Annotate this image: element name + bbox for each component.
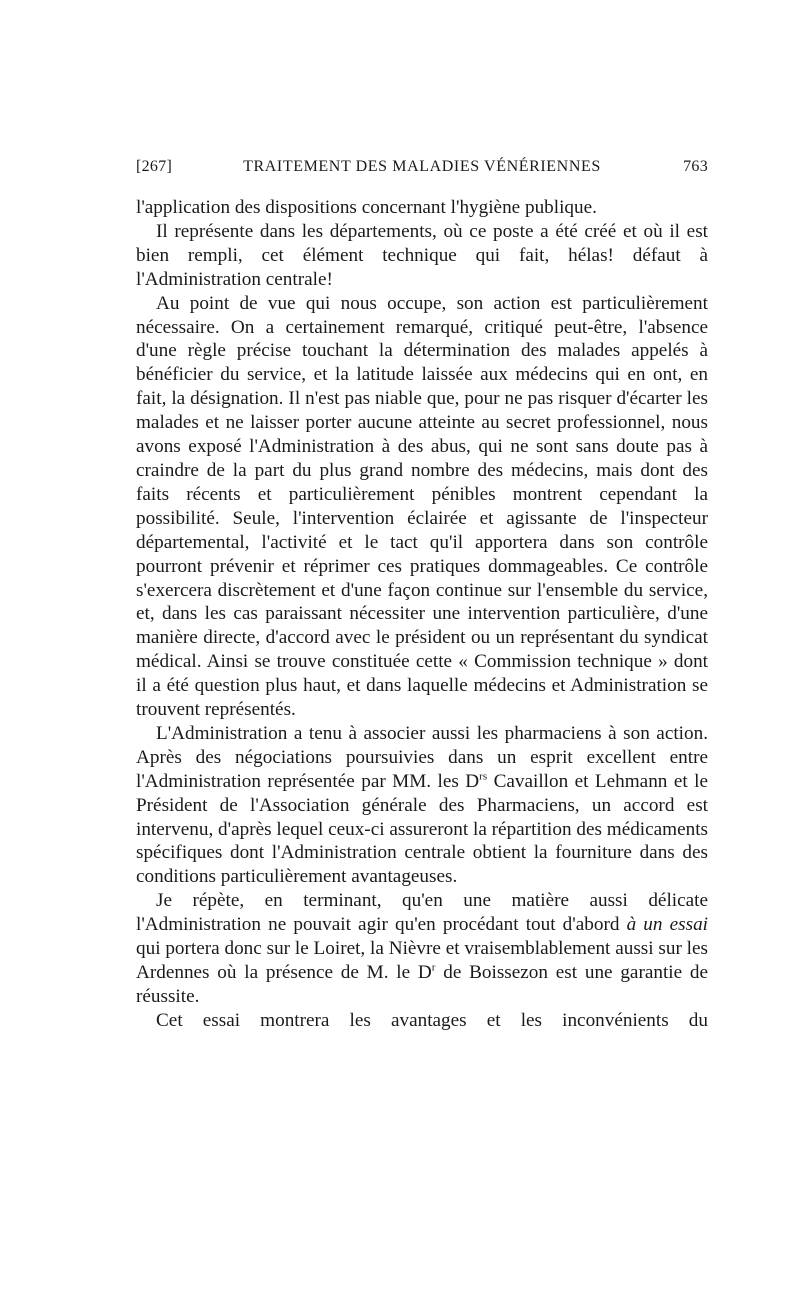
p4-superscript: rs bbox=[479, 770, 488, 783]
book-page bbox=[136, 158, 708, 1033]
p4-text-before: L'Administration a tenu à associer aussi les pharmaciens à son action. Après des négociations poursuivies dans un esprit excellent entre l'Administration représentée par MM. les D bbox=[136, 722, 708, 792]
running-header bbox=[136, 158, 708, 184]
page-number: 763 bbox=[683, 158, 708, 175]
paragraph-pharmacists bbox=[136, 722, 708, 889]
running-title: TRAITEMENT DES MALADIES VÉNÉRIENNES bbox=[243, 158, 601, 175]
p4-text-after: Cavaillon et Lehmann et le Président de l'Association générale des Pharmaciens, un accord est intervenu, d'après lequel ceux-ci assureront la répartition des médicaments spécifiques dont l'Administration centrale obtient la fourniture dans des conditions particulièrement avantageuses. bbox=[136, 770, 708, 888]
p5-italic-phrase: à un essai bbox=[626, 914, 709, 936]
p5-superscript: r bbox=[431, 961, 436, 974]
paragraph-inspector-role: Il représente dans les départements, où ce poste a été créé et où il est bien rempli, cet élément technique qui fait, hélas! défaut à l'Administration centrale! bbox=[136, 220, 708, 290]
body-text bbox=[136, 196, 708, 1033]
p5-text-after: de Boissezon est une garantie de réussite. bbox=[136, 962, 709, 1007]
paragraph-continuation: l'application des dispositions concernant l'hygiène publique. bbox=[136, 197, 597, 218]
page-reference: [267] bbox=[136, 158, 173, 175]
paragraph-final: Cet essai montrera les avantages et les inconvénients du bbox=[156, 1009, 708, 1031]
paragraph-trial bbox=[136, 889, 708, 1009]
p5-text-before: Je répète, en terminant, qu'en une matière aussi délicate l'Administration ne pouvait agir qu'en procédant tout d'abord bbox=[136, 890, 708, 936]
p5-text-middle: qui portera donc sur le Loiret, la Nièvre et vraisemblablement aussi sur les Ardennes où la présence de M. le D bbox=[136, 938, 708, 983]
paragraph-control-action: Au point de vue qui nous occupe, son action est particulièrement nécessaire. On a certainement remarqué, critiqué peut-être, l'absence d'une règle précise touchant la détermination des malades appelés à bénéficier du service, et la latitude laissée aux médecins qui en ont, en fait, la désignation. Il n'est pas niable que, pour ne pas risquer d'écarter les malades et ne laisser porter aucune atteinte au secret professionnel, nous avons exposé l'Administration à des abus, qui ne sont sans doute pas à craindre de la part du plus grand nombre des médecins, mais dont des faits récents et particulièrement pénibles montrent cependant la possibilité. Seule, l'intervention éclairée et agissante de l'inspecteur départemental, l'activité et le tact qu'il apportera dans son contrôle pourront prévenir et réprimer ces pratiques dommageables. Ce contrôle s'exercera discrètement et d'une façon continue sur l'ensemble du service, et, dans les cas paraissant nécessiter une intervention particulière, d'une manière directe, d'accord avec le président ou un représentant du syndicat médical. Ainsi se trouve constituée cette « Commission technique » dont il a été question plus haut, et dans laquelle médecins et Administration se trouvent représentés. bbox=[136, 292, 708, 721]
